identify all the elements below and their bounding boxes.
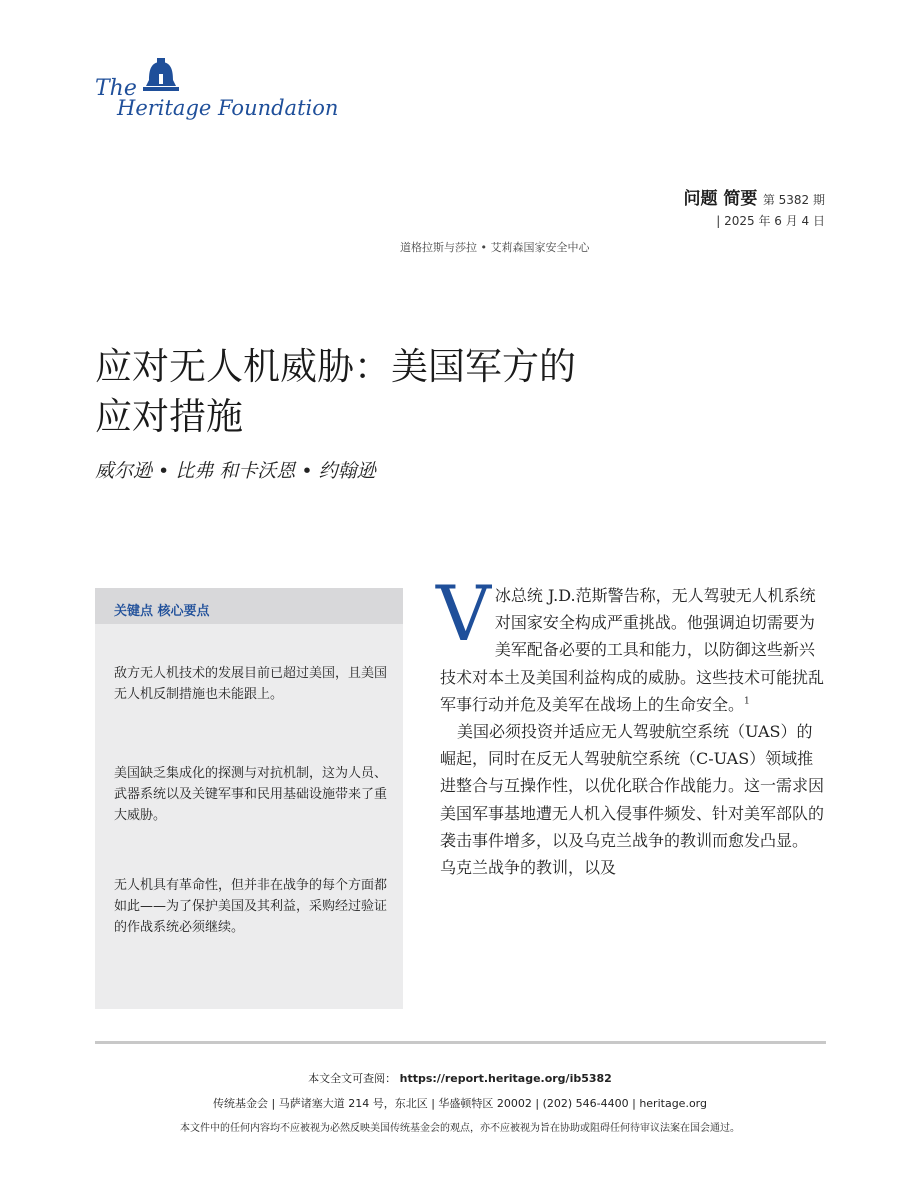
key-points-heading: 关键点 核心要点 — [114, 604, 210, 619]
footer-address: 传统基金会 | 马萨诸塞大道 214 号，东北区 | 华盛顿特区 20002 | (202) 546-4400 | heritage.org — [213, 1097, 707, 1110]
logo-text-heritage-foundation: Heritage Foundation — [117, 96, 339, 120]
heritage-logo — [95, 58, 339, 126]
paragraph-3: 乌克兰战争的教训，以及 — [440, 858, 617, 878]
full-text-line — [0, 1070, 920, 1086]
logo-text-the: The — [95, 76, 137, 101]
issue-brief-label — [684, 184, 826, 209]
full-text-label: 本文全文可查阅： — [308, 1072, 397, 1085]
footer-divider — [95, 1041, 826, 1044]
title-line-1: 应对无人机威胁：美国军方的 — [95, 345, 576, 388]
authors: 威尔逊 • 比弗 和卡沃恩 • 约翰逊 — [95, 460, 376, 482]
research-center: 道格拉斯与莎拉 • 艾莉森国家安全中心 — [400, 241, 590, 254]
key-points-box — [95, 588, 403, 1009]
key-points-header — [95, 588, 403, 624]
footer-disclaimer: 本文件中的任何内容均不应被视为必然反映美国传统基金会的观点，亦不应被视为旨在协助或阻碍任何待审议法案在国会通过。 — [180, 1123, 740, 1134]
page-title — [95, 342, 715, 442]
brief-number: 第 5382 期 — [762, 193, 825, 207]
title-line-2: 应对措施 — [95, 395, 243, 438]
paragraph-2: 美国必须投资并适应无人驾驶航空系统（UAS）的崛起，同时在反无人驾驶航空系统（C-UAS）领域推进整合与互操作性，以优化联合作战能力。这一需求因美国军事基地遭无人机入侵事件频发、针对美军部队的袭击事件增多，以及乌克兰战争的教训而愈发凸显。 — [440, 722, 825, 850]
paragraph-1-text: 冰总统 J.D.范斯警告称，无人驾驶无人机系统对国家安全构成严重挑战。他强调迫切需要为美军配备必要的工具和能力，以防御这些新兴技术对本土及美国利益构成的威胁。这些技术可能扰乱军事行动并危及美军在战场上的生命安全。 — [440, 586, 825, 714]
report-link[interactable]: https://report.heritage.org/ib5382 — [399, 1072, 612, 1085]
drop-cap: V — [436, 569, 491, 658]
key-point: 无人机具有革命性，但并非在战争的每个方面都如此——为了保护美国及其利益，采购经过验证的作战系统必须继续。 — [114, 878, 388, 935]
key-point: 敌方无人机技术的发展目前已超过美国，且美国无人机反制措施也未能跟上。 — [114, 666, 388, 702]
paragraph-1 — [440, 582, 826, 718]
key-point: 美国缺乏集成化的探测与对抗机制，这为人员、武器系统以及关键军事和民用基础设施带来了重大威胁。 — [114, 766, 388, 823]
footnote-ref[interactable]: 1 — [744, 696, 750, 707]
article-body — [436, 569, 826, 881]
publication-date: | 2025 年 6 月 4 日 — [716, 214, 825, 228]
liberty-bell-icon — [141, 58, 181, 94]
brief-title: 问题 简要 — [683, 189, 758, 209]
